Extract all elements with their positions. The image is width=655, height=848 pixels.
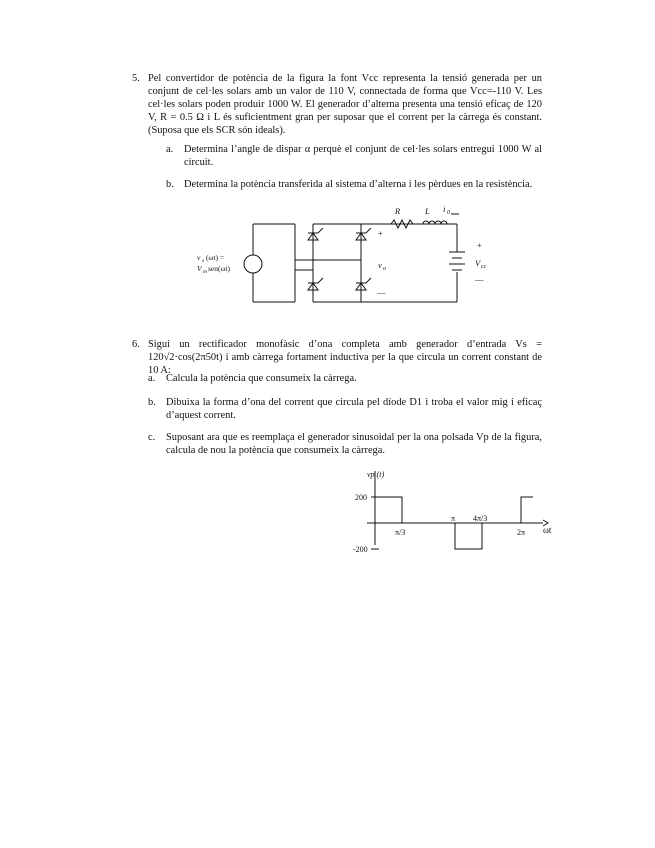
scr-thyristor-icons xyxy=(308,228,371,290)
label-plus-top: + xyxy=(378,228,383,238)
label-vs-sub: s xyxy=(202,258,205,264)
label-minus-right: — xyxy=(475,274,484,284)
problem-6-statement: Sigui un rectificador monofàsic d’ona completa amb generador d’entrada Vs = 120√2·cos(2π50t) i amb càrrega fortament inductiva per la que circula un corrent constant de 10 A: xyxy=(148,339,542,376)
problem-5b-text: Determina la potència transferida al sistema d’alterna i les pèrdues en la resistència. xyxy=(184,179,533,190)
label-plus-right: + xyxy=(477,240,482,250)
graph-y-neg: -200 xyxy=(353,545,368,554)
label-vm-sub: m xyxy=(203,269,207,275)
graph-xlabel: ωt xyxy=(543,525,552,535)
problem-6-number: 6. xyxy=(132,339,140,350)
problem-6a-text: Calcula la potència que consumeix la càrrega. xyxy=(166,373,357,384)
tick-4pi3: 4π/3 xyxy=(473,514,488,523)
label-L: L xyxy=(425,206,430,216)
converter-circuit-diagram xyxy=(195,200,505,310)
pulse-waveform-graph xyxy=(345,465,560,565)
problem-5a-label: a. xyxy=(166,144,174,155)
label-minus-bottom: — xyxy=(377,287,386,297)
problem-6b-text: Dibuixa la forma d’ona del corrent que circula pel díode D1 i troba el valor mig i eficaç d’aquest corrent. xyxy=(166,397,542,421)
label-vm: V xyxy=(197,264,202,273)
problem-6c-text: Suposant ara que es reemplaça el generador sinusoidal per la ona polsada Vp de la figura, calcula de nou la potència que consumeix la càrrega. xyxy=(166,432,542,456)
label-vcc: V xyxy=(475,258,481,268)
problem-6c-label: c. xyxy=(148,432,156,443)
problem-5a-text: Determina l’angle de dispar α perquè el conjunt de cel·les solars entregui 1000 W al circuit. xyxy=(184,144,542,168)
label-R: R xyxy=(395,206,401,216)
label-i0: i xyxy=(443,204,446,214)
problem-5-number: 5. xyxy=(132,73,140,84)
label-i0-sub: 0 xyxy=(447,210,450,216)
tick-pi3: π/3 xyxy=(395,528,406,537)
ac-source-icon xyxy=(244,255,262,273)
problem-5-statement: Pel convertidor de potència de la figura la font Vcc representa la tensió generada per un conjunt de cel·les solars amb un valor de 110 V, connectada de forma que Vcc=-110 V. Les cel·les solars poden produir 1000 W. El generador d’alterna presenta una tensió eficaç de 120 V, R = 0.5 Ω i L és suficientment gran per suposar que el corrent per la càrrega és constant. (Suposa que els SCR són ideals). xyxy=(148,73,542,136)
label-vs-rest: (ωt) = xyxy=(206,253,225,262)
graph-ylabel: vp (t) xyxy=(367,470,385,479)
label-vcc-sub: cc xyxy=(481,264,487,270)
problem-6b-label: b. xyxy=(148,397,156,408)
problem-6a-label: a. xyxy=(148,373,156,384)
label-vo-sub: o xyxy=(383,266,386,272)
tick-2pi: 2π xyxy=(517,528,526,537)
label-vo: v xyxy=(378,260,382,270)
label-vs: v xyxy=(197,253,201,262)
tick-pi: π xyxy=(451,514,456,523)
label-vm-rest: sen(ωt) xyxy=(208,264,231,273)
graph-y-pos: 200 xyxy=(355,493,367,502)
problem-5b-label: b. xyxy=(166,179,174,190)
